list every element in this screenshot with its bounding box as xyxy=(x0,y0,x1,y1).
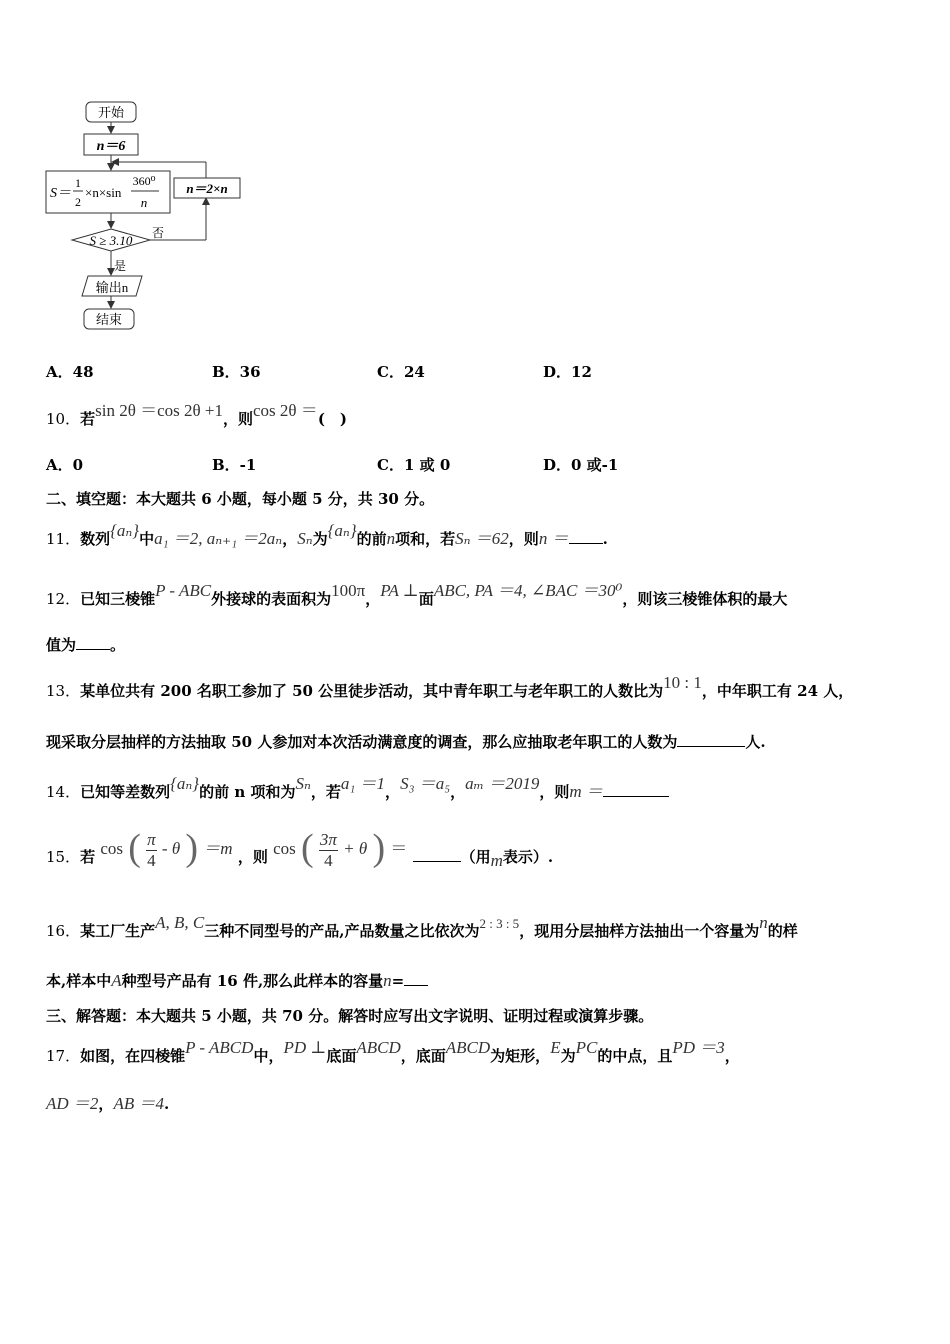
q16-text: 种型号产品有 16 件,那么此样本的容量 xyxy=(121,972,384,990)
q11-math: Sₙ xyxy=(297,529,313,548)
section-3-heading: 三、解答题：本大题共 5 小题，共 70 分。解答时应写出文字说明、证明过程或演算步骤。 xyxy=(46,1007,654,1025)
q10-text-mid: ，则 xyxy=(222,410,253,428)
q15-answer-blank[interactable] xyxy=(413,861,461,862)
q11-text: 的前 xyxy=(356,530,387,548)
q15-text: 表示）. xyxy=(502,848,554,866)
q16-text: ，现用分层抽样方法抽出一个容量为 xyxy=(519,922,760,940)
q9-option-b: B．36 xyxy=(212,363,261,381)
q9-option-d: D．12 xyxy=(543,363,592,381)
flowchart-formula-s: S＝ xyxy=(50,186,71,201)
q12-text: 面 xyxy=(418,590,434,608)
q12-text: 外接球的表面积为 xyxy=(211,590,332,608)
q9-option-c: C．24 xyxy=(377,363,425,381)
q16-answer-blank[interactable] xyxy=(404,985,428,986)
q12-math: P - ABC xyxy=(155,581,212,600)
question-12-cont xyxy=(46,634,125,655)
q16-text: 某工厂生产 xyxy=(80,922,156,940)
q10-option-c: C．1 或 0 xyxy=(377,456,451,474)
q14-number: 14． xyxy=(46,783,81,801)
q11-math: a₁ ＝2, aₙ₊₁ ＝2aₙ xyxy=(154,529,283,548)
q14-answer-blank[interactable] xyxy=(603,796,669,797)
q15-math: 4 xyxy=(324,850,333,870)
flowchart-formula-angle-den: n xyxy=(140,195,148,210)
flowchart-yes-label: 是 xyxy=(114,259,127,273)
q16-math: n xyxy=(759,913,768,932)
flowchart xyxy=(40,96,260,336)
q16-math: A xyxy=(111,971,122,990)
q17-math: PD ⊥ xyxy=(283,1038,327,1057)
q12-text: ， xyxy=(365,590,381,608)
section-2-heading: 二、填空题：本大题共 6 小题，每小题 5 分，共 30 分。 xyxy=(46,490,435,508)
q16-text: 的样 xyxy=(767,922,798,940)
flowchart-end-text: 结束 xyxy=(95,312,123,327)
question-17-cont xyxy=(46,1089,169,1114)
q15-math: cos xyxy=(273,839,296,858)
q15-expr-2: cos ( $\frac{3\pi}{4}$ + θ ) ＝ xyxy=(273,827,408,870)
q17-number: 17． xyxy=(46,1047,81,1065)
question-14 xyxy=(46,774,669,802)
q13-text: ，中年职工有 24 人， xyxy=(701,682,854,700)
q11-text: . xyxy=(602,530,608,548)
q11-math: Sₙ ＝62 xyxy=(455,529,509,548)
q15-math: 4 xyxy=(147,850,156,870)
q12-text: 。 xyxy=(110,636,126,654)
q11-text: 中 xyxy=(139,530,155,548)
question-13 xyxy=(46,673,854,701)
q16-math: A, B, C xyxy=(155,913,205,932)
flowchart-formula-frac-den: 2 xyxy=(75,195,81,209)
q16-math: n xyxy=(383,971,392,990)
q12-math: 100π xyxy=(331,581,366,600)
flowchart-formula-mid: ×n×sin xyxy=(85,185,122,200)
q10-number: 10． xyxy=(46,410,81,428)
q12-math: ABC, PA ＝4, ∠BAC ＝30⁰ xyxy=(433,581,623,600)
q11-number: 11． xyxy=(46,530,81,548)
flowchart-formula-frac-num: 1 xyxy=(75,176,81,190)
q15-math: ＝m xyxy=(203,839,233,858)
q11-math: n ＝ xyxy=(538,529,569,548)
q12-math: PA ⊥ xyxy=(380,581,419,600)
q17-text: . xyxy=(163,1095,170,1113)
q17-math: ABCD xyxy=(356,1038,401,1057)
q17-math: PC xyxy=(575,1038,598,1057)
q17-math: AB ＝4 xyxy=(113,1094,164,1113)
q15-math: + θ xyxy=(343,839,368,858)
q11-text: 为 xyxy=(312,530,328,548)
question-15 xyxy=(46,828,553,879)
flowchart-formula-angle-num: 360⁰ xyxy=(132,174,156,188)
q12-text: 值为 xyxy=(46,636,77,654)
q10-expression: cos 2θ ＝ xyxy=(253,401,318,420)
q16-text: 三种不同型号的产品,产品数量之比依次为 xyxy=(204,922,480,940)
flowchart-update-text: n＝2×n xyxy=(186,181,228,196)
q17-text: 如图，在四棱锥 xyxy=(80,1047,186,1065)
q17-text: 中， xyxy=(253,1047,284,1065)
q15-text: （用 xyxy=(460,848,491,866)
q14-math: aₘ ＝2019 xyxy=(465,774,540,793)
q11-math: {aₙ} xyxy=(327,521,357,540)
flowchart-condition-text: S ≥ 3.10 xyxy=(89,233,133,248)
q15-text: 若 xyxy=(80,848,96,866)
q14-math: a₁ ＝1 xyxy=(340,774,386,793)
q16-text: 本,样本中 xyxy=(46,972,112,990)
q14-text: 已知等差数列 xyxy=(80,783,171,801)
q15-math: m xyxy=(490,851,503,870)
flowchart-init-text: n＝6 xyxy=(96,139,126,154)
q11-text: 数列 xyxy=(80,530,111,548)
q16-text: = xyxy=(391,972,405,990)
q11-answer-blank[interactable] xyxy=(569,543,603,544)
q12-text: ，则该三棱锥体积的最大 xyxy=(622,590,788,608)
q11-text: 项和，若 xyxy=(395,530,456,548)
q17-text: 的中点，且 xyxy=(597,1047,673,1065)
q11-math: n xyxy=(386,529,396,548)
q14-math: m ＝ xyxy=(569,782,603,801)
q17-text: ，底面 xyxy=(400,1047,446,1065)
q17-text: ， xyxy=(98,1095,114,1113)
q14-text: ，若 xyxy=(310,783,341,801)
q17-math: ABCD xyxy=(445,1038,491,1057)
q17-math: PD ＝3 xyxy=(672,1038,725,1057)
q17-text: 为 xyxy=(560,1047,576,1065)
flowchart-no-label: 否 xyxy=(152,226,165,240)
q12-answer-blank[interactable] xyxy=(76,649,110,650)
q15-math: cos xyxy=(100,839,124,858)
q12-text: 已知三棱锥 xyxy=(80,590,156,608)
q16-math: 2 : 3 : 5 xyxy=(479,916,520,931)
q13-number: 13． xyxy=(46,682,81,700)
question-16 xyxy=(46,913,798,941)
question-17 xyxy=(46,1038,740,1066)
question-16-cont xyxy=(46,970,428,991)
q14-text: ， xyxy=(385,783,401,801)
q16-number: 16． xyxy=(46,922,81,940)
q14-math: Sₙ xyxy=(295,774,311,793)
q17-text: 为矩形， xyxy=(490,1047,551,1065)
q15-math: ＝ xyxy=(390,839,408,858)
q13-text: 人. xyxy=(745,733,766,751)
question-10 xyxy=(46,401,348,429)
flowchart-start-text: 开始 xyxy=(97,105,125,120)
q12-number: 12． xyxy=(46,590,81,608)
q17-text: ， xyxy=(724,1047,740,1065)
q15-math: - θ xyxy=(161,839,181,858)
q11-math: {aₙ} xyxy=(110,521,140,540)
q15-number: 15． xyxy=(46,848,81,866)
question-12 xyxy=(46,581,788,609)
q13-answer-blank[interactable] xyxy=(677,746,745,747)
q14-text: 的前 n 项和为 xyxy=(199,783,296,801)
q10-option-b: B．-1 xyxy=(212,456,257,474)
q13-text: 某单位共有 200 名职工参加了 50 公里徒步活动，其中青年职工与老年职工的人数比为 xyxy=(80,682,664,700)
q10-equation: sin 2θ ＝cos 2θ +1 xyxy=(95,401,223,420)
q11-text: ， xyxy=(282,530,298,548)
q11-text: ，则 xyxy=(508,530,539,548)
question-13-cont xyxy=(46,731,766,752)
q13-text: 现采取分层抽样的方法抽取 50 人参加对本次活动满意度的调查，那么应抽取老年职工的人数为 xyxy=(46,733,678,751)
q10-paren: ( ) xyxy=(317,410,348,428)
q14-math: S₃ ＝a₅ xyxy=(400,774,451,793)
flowchart-output-text: 输出n xyxy=(95,280,129,295)
q14-text: ， xyxy=(450,783,466,801)
q17-math: E xyxy=(550,1038,561,1057)
q14-text: ，则 xyxy=(539,783,570,801)
q15-math: π xyxy=(147,829,156,849)
q9-option-a: A．48 xyxy=(46,363,94,381)
q14-math: {aₙ} xyxy=(170,774,200,793)
q13-math: 10 : 1 xyxy=(663,673,702,692)
q17-text: 底面 xyxy=(326,1047,357,1065)
q15-expr-1: cos ( $\frac{\pi}{4}$ - θ ) ＝m xyxy=(100,827,233,870)
question-11 xyxy=(46,521,608,549)
q17-math: P - ABCD xyxy=(185,1038,254,1057)
q15-text: ，则 xyxy=(237,848,268,866)
q17-math: AD ＝2 xyxy=(46,1094,99,1113)
q10-text-pre: 若 xyxy=(80,410,96,428)
q10-option-d: D．0 或-1 xyxy=(543,456,619,474)
q10-option-a: A．0 xyxy=(46,456,84,474)
q15-math: 3π xyxy=(319,829,337,849)
